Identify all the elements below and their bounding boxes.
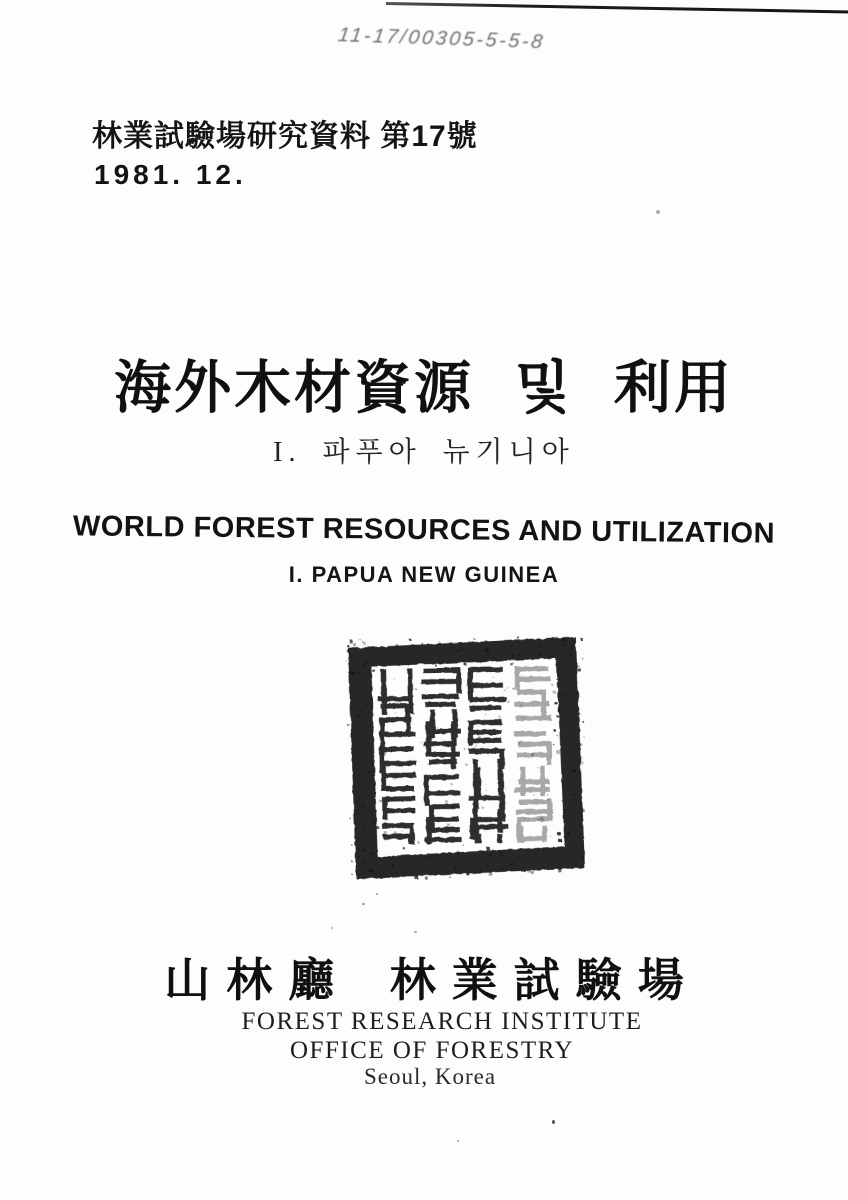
- scan-speck: [362, 903, 365, 905]
- scan-speck: [414, 931, 417, 933]
- scan-speck: [656, 210, 660, 214]
- scan-speck: [457, 1140, 459, 1142]
- main-title-english: WORLD FOREST RESOURCES AND UTILIZATION: [72, 510, 776, 550]
- publisher-institute-english: FOREST RESEARCH INSTITUTE: [241, 1008, 643, 1035]
- official-seal-stamp: [345, 635, 587, 881]
- publisher-office-english: OFFICE OF FORESTRY: [289, 1037, 575, 1064]
- publisher-location: Seoul, Korea: [363, 1064, 497, 1089]
- publisher-name-cjk: 山林廳 林業試驗場: [164, 955, 700, 1006]
- seal-stamp-svg: [345, 635, 587, 881]
- subtitle-english: I. PAPUA NEW GUINEA: [288, 562, 560, 587]
- handwritten-accession-number: 11-17/00305-5-5-8: [336, 24, 547, 54]
- series-title: 林業試驗場研究資料 第17號: [92, 120, 478, 153]
- subtitle-korean: I. 파푸아 뉴기니아: [273, 437, 575, 468]
- publication-date: 1981. 12.: [94, 159, 247, 190]
- main-title-cjk: 海外木材資源 및 利用: [114, 356, 734, 420]
- scan-speck: [376, 893, 378, 895]
- scan-speck: [552, 1120, 555, 1124]
- scan-artifact-line: [386, 2, 848, 13]
- scan-speck: [331, 927, 333, 929]
